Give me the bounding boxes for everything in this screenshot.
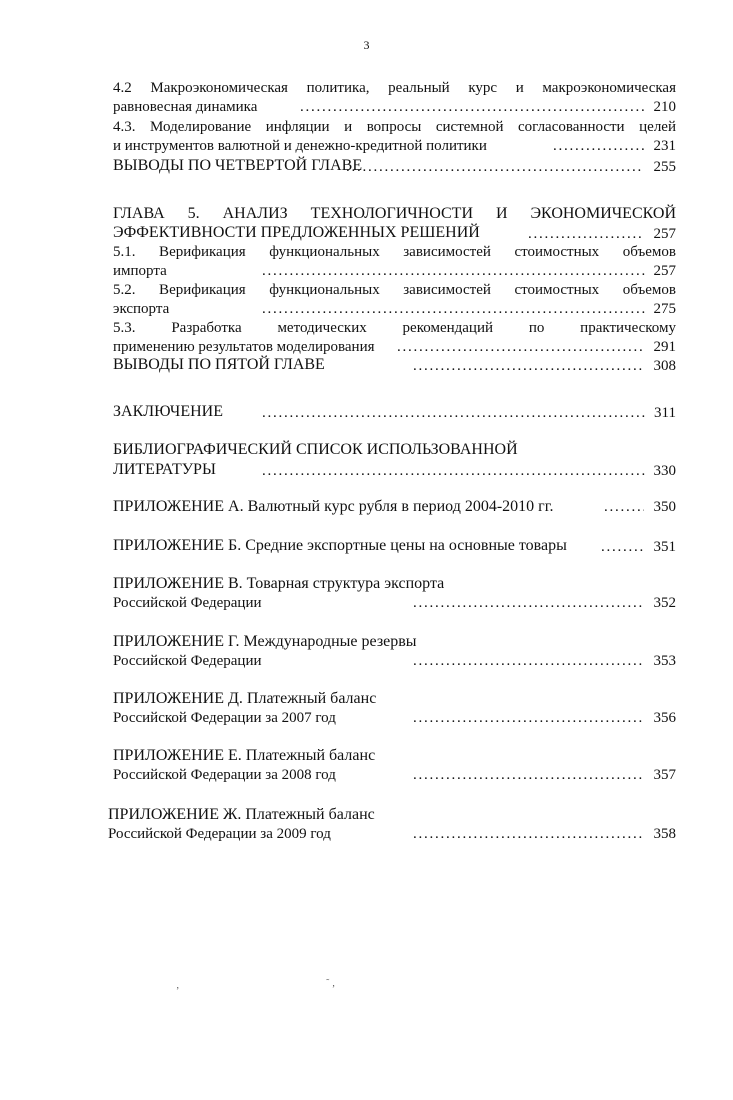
- toc-appendix-zh-page: 358: [653, 826, 676, 842]
- toc-5-1-line1: 5.1. Верификация функциональных зависимостей стоимостных объемов: [113, 244, 676, 260]
- toc-ch5-conclusions-page: 308: [653, 358, 676, 374]
- toc-5-3-line2: применению результатов моделирования: [113, 339, 375, 355]
- scan-artifact-mark: ‚: [176, 980, 180, 991]
- toc-4-2-page: 210: [653, 99, 676, 115]
- toc-ch5-conclusions-label: ВЫВОДЫ ПО ПЯТОЙ ГЛАВЕ: [113, 356, 325, 373]
- toc-appendix-g-line2: Российской Федерации: [113, 653, 262, 669]
- toc-5-2-line1: 5.2. Верификация функциональных зависимостей стоимостных объемов: [113, 282, 676, 298]
- toc-bibliography-page: 330: [653, 463, 676, 479]
- toc-appendix-b-page: 351: [653, 539, 676, 555]
- toc-ch4-conclusions-leader: [346, 158, 644, 176]
- toc-bibliography-line1: БИБЛИОГРАФИЧЕСКИЙ СПИСОК ИСПОЛЬЗОВАННОЙ: [113, 441, 518, 458]
- toc-appendix-e-line2: Российской Федерации за 2008 год: [113, 767, 336, 783]
- toc-appendix-g-line1: ПРИЛОЖЕНИЕ Г. Международные резервы: [113, 633, 417, 650]
- toc-appendix-a-page: 350: [653, 499, 676, 515]
- toc-ch5-line1: ГЛАВА 5. АНАЛИЗ ТЕХНОЛОГИЧНОСТИ И ЭКОНОМИЧЕСКОЙ: [113, 205, 676, 222]
- toc-5-1-page: 257: [653, 263, 676, 279]
- toc-appendix-e-line1: ПРИЛОЖЕНИЕ Е. Платежный баланс: [113, 747, 376, 764]
- toc-ch4-conclusions-label: ВЫВОДЫ ПО ЧЕТВЕРТОЙ ГЛАВЕ: [113, 157, 363, 174]
- toc-appendix-g-leader: [413, 652, 644, 670]
- toc-appendix-b-label: ПРИЛОЖЕНИЕ Б. Средние экспортные цены на основные товары: [113, 537, 567, 554]
- toc-appendix-d-line1: ПРИЛОЖЕНИЕ Д. Платежный баланс: [113, 690, 377, 707]
- toc-appendix-v-page: 352: [653, 595, 676, 611]
- toc-5-2-leader: [262, 300, 645, 318]
- toc-5-2-page: 275: [653, 301, 676, 317]
- toc-ch4-conclusions-page: 255: [653, 159, 676, 175]
- toc-5-3-leader: [397, 338, 645, 356]
- toc-appendix-e-page: 357: [653, 767, 676, 783]
- toc-appendix-v-leader: [413, 594, 644, 612]
- toc-5-3-page: 291: [653, 339, 676, 355]
- toc-appendix-d-page: 356: [653, 710, 676, 726]
- toc-4-3-page: 231: [653, 138, 676, 154]
- toc-appendix-d-leader: [413, 709, 644, 727]
- toc-ch5-conclusions-leader: [413, 357, 644, 375]
- toc-4-2-leader: [300, 98, 645, 116]
- toc-appendix-a-label: ПРИЛОЖЕНИЕ А. Валютный курс рубля в период 2004-2010 гг.: [113, 498, 554, 515]
- toc-conclusion-label: ЗАКЛЮЧЕНИЕ: [113, 403, 223, 420]
- toc-conclusion-page: 311: [654, 405, 676, 421]
- toc-4-2-line2: равновесная динамика: [113, 99, 258, 115]
- toc-conclusion-leader: [262, 404, 645, 422]
- toc-5-1-line2: импорта: [113, 263, 167, 279]
- toc-4-3-leader: [553, 137, 645, 155]
- toc-appendix-zh-line1: ПРИЛОЖЕНИЕ Ж. Платежный баланс: [108, 806, 375, 823]
- scan-artifact-mark: ˜ ‚: [326, 978, 336, 989]
- toc-ch5-line2: ЭФФЕКТИВНОСТИ ПРЕДЛОЖЕННЫХ РЕШЕНИЙ: [113, 224, 480, 241]
- toc-bibliography-leader: [262, 462, 645, 480]
- toc-4-3-line2: и инструментов валютной и денежно-кредитной политики: [113, 138, 487, 154]
- toc-appendix-v-line1: ПРИЛОЖЕНИЕ В. Товарная структура экспорта: [113, 575, 445, 592]
- toc-appendix-d-line2: Российской Федерации за 2007 год: [113, 710, 336, 726]
- toc-4-3-line1: 4.3. Моделирование инфляции и вопросы системной согласованности целей: [113, 119, 676, 135]
- toc-5-3-line1: 5.3. Разработка методических рекомендаций по практическому: [113, 320, 676, 336]
- toc-appendix-e-leader: [413, 766, 644, 784]
- toc-ch5-page: 257: [653, 226, 676, 242]
- toc-appendix-zh-line2: Российской Федерации за 2009 год: [108, 826, 331, 842]
- toc-5-1-leader: [262, 262, 645, 280]
- toc-5-2-line2: экспорта: [113, 301, 170, 317]
- toc-4-2-line1: 4.2 Макроэкономическая политика, реальный курс и макроэкономическая: [113, 80, 676, 96]
- toc-bibliography-line2: ЛИТЕРАТУРЫ: [113, 461, 216, 478]
- toc-ch5-leader: [528, 225, 644, 243]
- toc-appendix-g-page: 353: [653, 653, 676, 669]
- toc-appendix-zh-leader: [413, 825, 644, 843]
- toc-appendix-v-line2: Российской Федерации: [113, 595, 262, 611]
- page-number: 3: [363, 38, 370, 52]
